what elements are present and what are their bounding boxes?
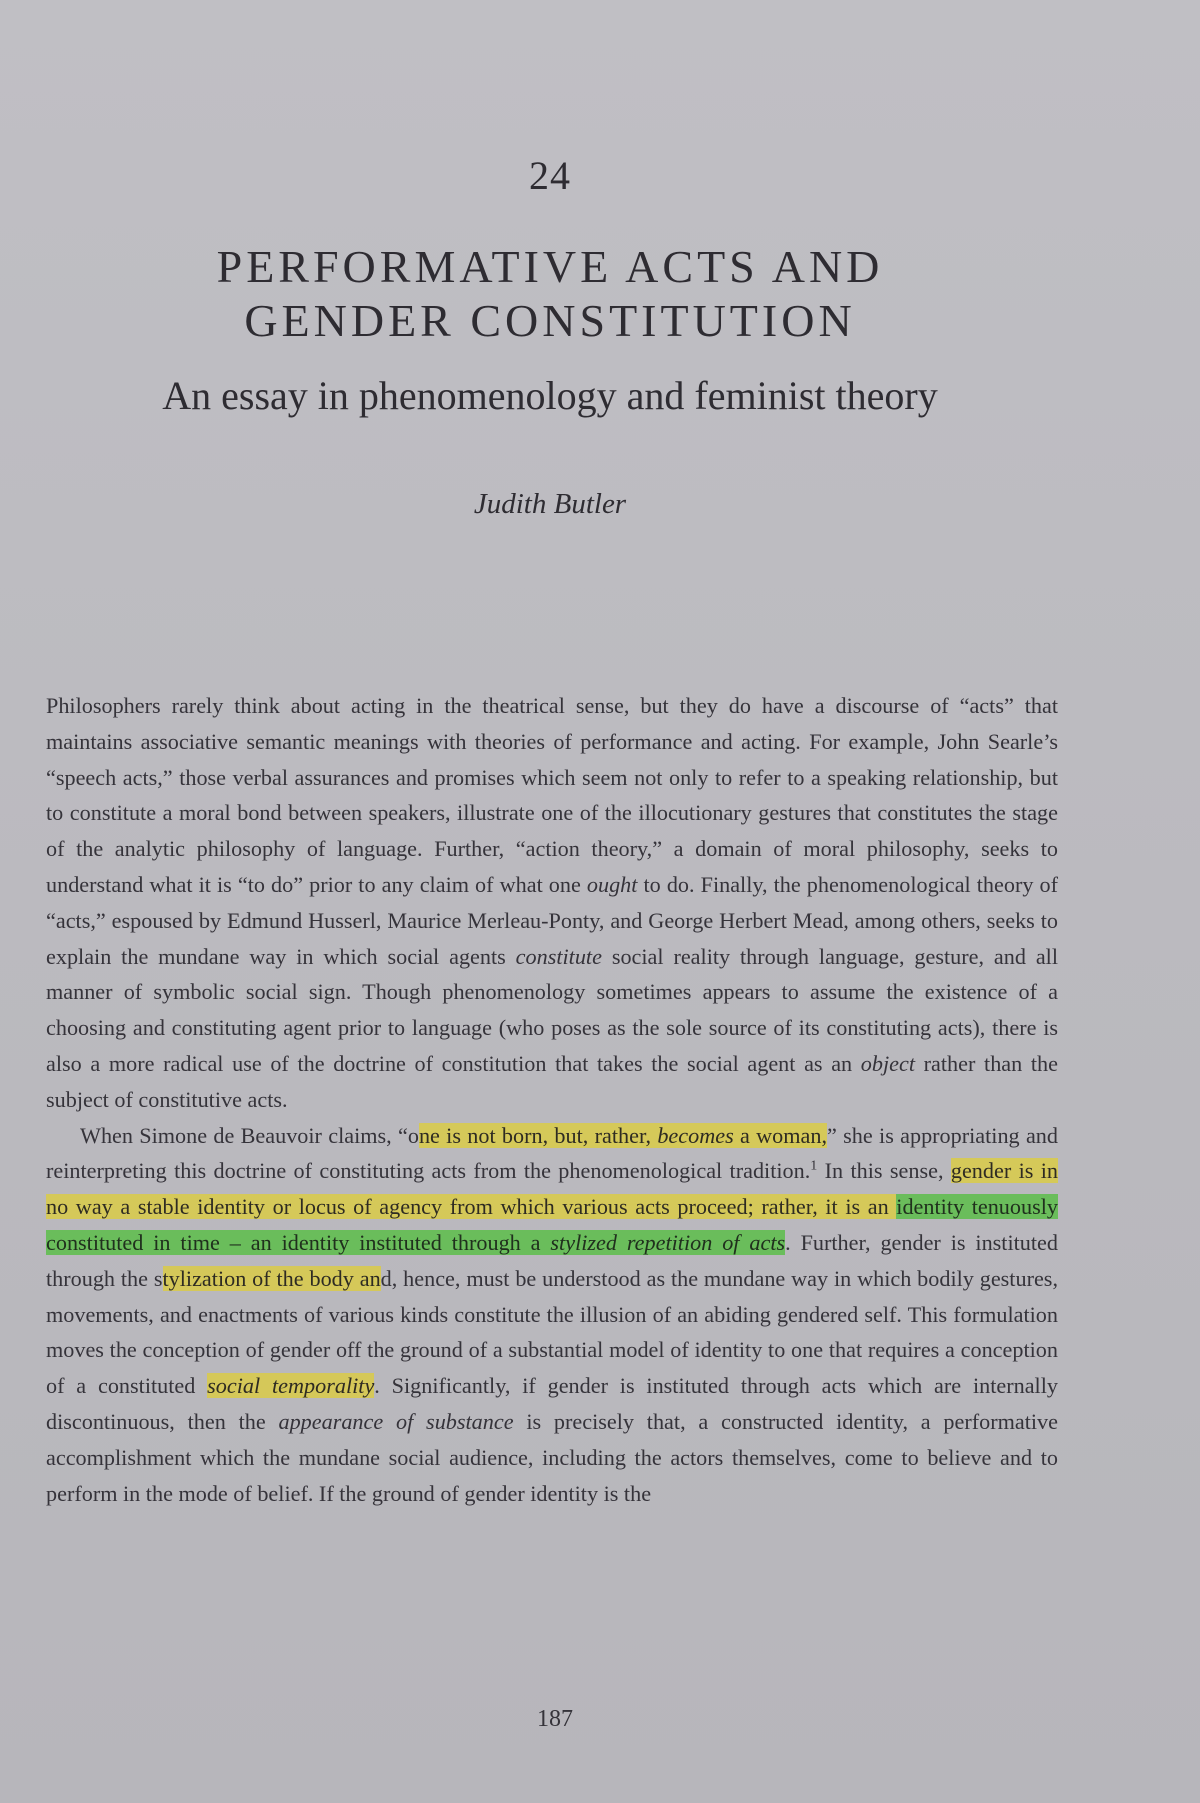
page-number: 187 <box>537 1706 573 1732</box>
p1-emphasis-ought: ought <box>586 871 638 897</box>
body-text <box>46 688 1058 1511</box>
paragraph-2 <box>46 1118 1058 1512</box>
chapter-author: Judith Butler <box>473 488 627 520</box>
highlight-stylization-of-body: tylization of the body an <box>162 1265 381 1291</box>
p2-text-b: ne is not born, but, rather, <box>418 1122 658 1148</box>
p2-text-h: identity tenuously constituted in time – an identity instituted through a <box>46 1194 1058 1255</box>
p2-emphasis-appearance-of-substance: appearance of substance <box>278 1408 514 1434</box>
highlight-social-temporality: social temporality <box>207 1373 375 1399</box>
highlight-gender-stable-identity: gender is in no way a stable identity or locus of agency from which various acts proceed; rather, it is an <box>46 1158 1058 1220</box>
p2-text-p: is precisely that, a constructed identity, a performative accomplishment which the mundane social audience, including the actors themselves, come to believe and to perform in the mode of belief. If the ground of gender identity is the <box>46 1408 1058 1506</box>
p2-text-d: a woman, <box>733 1122 828 1148</box>
p1-text-a: Philosophers rarely think about acting in the theatrical sense, but they do have a discourse of “acts” that maintains associative semantic meanings with theories of performance and acting. For example, John Searle’s “speech acts,” those verbal assurances and promises which seem not only to refer to a speaking relationship, but to constitute a moral bond between speakers, illustrate one of the illocutionary gestures that constitutes the stage of the analytic philosophy of language. Further, “action theory,” a domain of moral philosophy, seeks to understand what it is “to do” prior to any claim of what one <box>46 693 1058 897</box>
chapter-number: 24 <box>529 153 571 198</box>
p2-text-n: . Significantly, if gender is instituted through acts which are internally discontinuous, then the <box>46 1373 1058 1434</box>
chapter-title <box>0 240 1100 348</box>
chapter-subtitle: An essay in phenomenology and feminist theory <box>162 373 938 418</box>
p2-emphasis-stylized-repetition: stylized repetition of acts <box>550 1229 786 1255</box>
chapter-title-line-1: PERFORMATIVE ACTS AND <box>216 241 884 292</box>
highlight-beauvoir-quote <box>419 1123 827 1148</box>
p1-emphasis-object: object <box>860 1050 916 1076</box>
p1-emphasis-constitute: constitute <box>515 943 602 969</box>
p2-text-e: ” she is appropriating and reinterpreting this doctrine of constituting acts from the phenomenological tradition. <box>46 1122 1058 1184</box>
p1-text-c: to do. Finally, the phenomenological theory of “acts,” espoused by Edmund Husserl, Maurice Merleau-Ponty, and George Herbert Mead, among others, seeks to explain the mundane way in which social agents <box>46 871 1058 969</box>
paragraph-1 <box>46 688 1058 1118</box>
p1-text-e: social reality through language, gesture, and all manner of symbolic social sign. Though phenomenology sometimes appears to assume the existence of a choosing and constituting agent prior to language (who poses as the sole source of its constituting acts), there is also a more radical use of the doctrine of constitution that takes the social agent as an <box>46 943 1058 1076</box>
footnote-reference[interactable]: 1 <box>810 1158 818 1174</box>
p2-text-a: When Simone de Beauvoir claims, “o <box>80 1122 419 1148</box>
p2-text-l: d, hence, must be understood as the mundane way in which bodily gestures, movements, and enactments of various kinds constitute the illusion of an abiding gendered self. This formulation moves the conception of gender off the ground of a substantial model of identity to one that requires a conception of a constituted <box>46 1265 1058 1399</box>
p1-text-g: rather than the subject of constitutive acts. <box>46 1050 1058 1112</box>
chapter-title-line-2: GENDER CONSTITUTION <box>244 295 856 346</box>
p2-text-j: . Further, gender is instituted through the s <box>46 1229 1058 1291</box>
p2-text-f: In this sense, <box>817 1158 951 1184</box>
p2-emphasis-becomes: becomes <box>657 1122 734 1148</box>
